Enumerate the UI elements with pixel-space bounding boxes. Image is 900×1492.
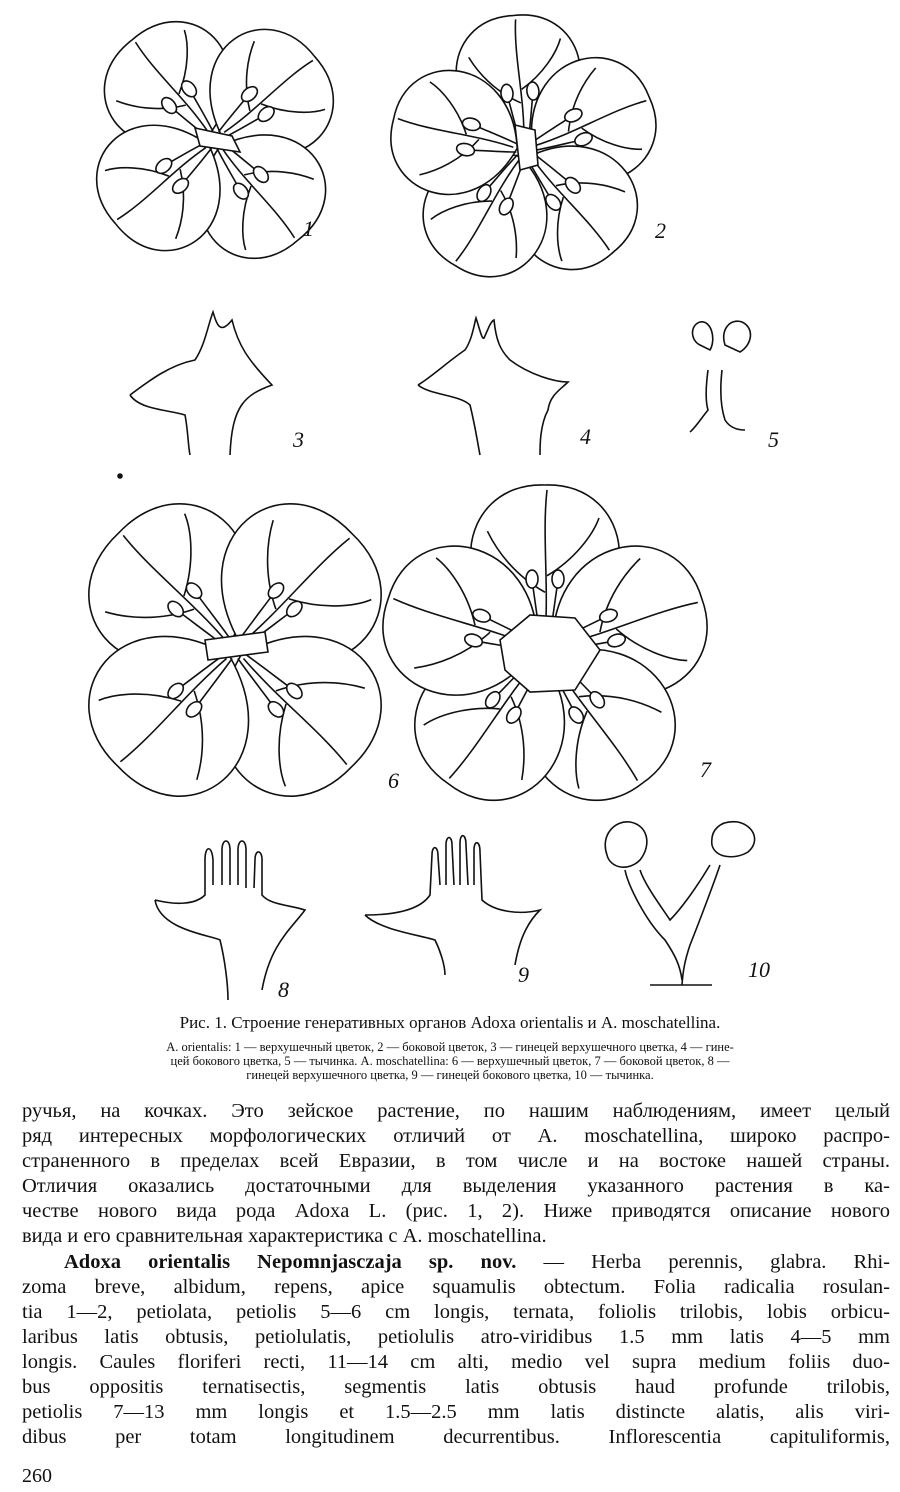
- caption-legend-line: гинецей верхушечного цветка, 9 — гинецей бокового цветка, 10 — тычинка.: [246, 1068, 654, 1082]
- figure-caption: [20, 1012, 880, 1082]
- figure-1-terminal-flower: [74, 0, 357, 281]
- text-line: страненного в пределах всей Евразии, в том числе и на востоке нашей страны.: [22, 1150, 890, 1172]
- caption-legend: [20, 1040, 880, 1082]
- body-paragraph-species-description: [22, 1250, 890, 1450]
- figure-label-7: 7: [700, 757, 711, 782]
- text-fragment: — Herba perennis, glabra. Rhi-: [516, 1251, 890, 1273]
- text-line: laribus latis obtusis, petiolulatis, petiolulis atro-viridibus 1.5 mm latis 4—5 mm: [22, 1326, 890, 1348]
- figure-2-lateral-flower: [379, 10, 673, 298]
- caption-legend-line: цей бокового цветка, 5 — тычинка. A. moschatellina: 6 — верхушечный цветок, 7 — боковой цветок, 8 —: [170, 1054, 730, 1068]
- anther: [526, 570, 538, 588]
- scan-speck: [118, 474, 122, 478]
- text-line: вида и его сравнительная характеристика с A. moschatellina.: [22, 1225, 547, 1247]
- caption-legend-line: A. orientalis: 1 — верхушечный цветок, 2 — боковой цветок, 3 — гинецей верхушечного цветка, 4 — гине-: [166, 1040, 734, 1054]
- figure-label-6: 6: [388, 768, 399, 793]
- figure-3-gynoecium: [130, 312, 272, 455]
- figure-label-4: 4: [580, 424, 591, 449]
- text-line: Отличия оказались достаточными для выделения указанного растения в ка-: [22, 1175, 890, 1197]
- figure-4-gynoecium: [418, 318, 568, 455]
- page-number: 260: [22, 1465, 52, 1487]
- species-heading: Adoxa orientalis Nepomnjasczaja sp. nov.: [64, 1251, 517, 1273]
- text-line: ряд интересных морфологических отличий от A. moschatellina, широко распро-: [22, 1125, 890, 1147]
- text-line: longis. Caules floriferi recti, 11—14 cm alti, medio vel supra medium foliis duo-: [22, 1351, 890, 1373]
- figure-label-10: 10: [748, 957, 770, 982]
- text-line: ручья, на кочках. Это зейское растение, по нашим наблюдениям, имеет целый: [22, 1100, 890, 1122]
- figure-5-stamen: [690, 321, 750, 432]
- figure-10-stamen: [605, 822, 754, 985]
- text-line: bus oppositis ternatisectis, segmentis latis obtusis haud profunde trilobis,: [22, 1376, 890, 1398]
- figure-7-lateral-flower: [365, 485, 725, 827]
- text-line: честве нового вида рода Adoxa L. (рис. 1, 2). Ниже приводятся описание нового: [22, 1200, 890, 1222]
- text-line: petiolis 7—13 mm longis et 1.5—2.5 mm latis distincte alatis, alis viri-: [22, 1401, 890, 1423]
- figure-label-5: 5: [768, 427, 779, 452]
- figure-6-terminal-flower: [59, 474, 411, 826]
- caption-title: Рис. 1. Строение генеративных органов Adoxa orientalis и A. moschatellina.: [179, 1013, 721, 1032]
- figure-label-1: 1: [303, 216, 314, 241]
- figure-label-9: 9: [518, 962, 529, 987]
- figure-label-8: 8: [278, 977, 289, 1002]
- figure-label-3: 3: [293, 427, 304, 452]
- figure-label-2: 2: [655, 218, 666, 243]
- figure-9-gynoecium: [365, 836, 540, 975]
- anther: [552, 570, 564, 588]
- text-line: dibus per totam longitudinem decurrentibus. Inflorescentia capituliformis,: [22, 1426, 890, 1448]
- flower-center: [515, 125, 538, 170]
- body-paragraph-1: [22, 1099, 890, 1249]
- text-line: zoma breve, albidum, repens, apice squamulis obtectum. Folia radicalia rosulan-: [22, 1276, 890, 1298]
- text-line: [22, 1250, 890, 1275]
- text-line: tia 1—2, petiolata, petiolis 5—6 cm longis, ternata, foliolis trilobis, lobis orbicu-: [22, 1301, 890, 1323]
